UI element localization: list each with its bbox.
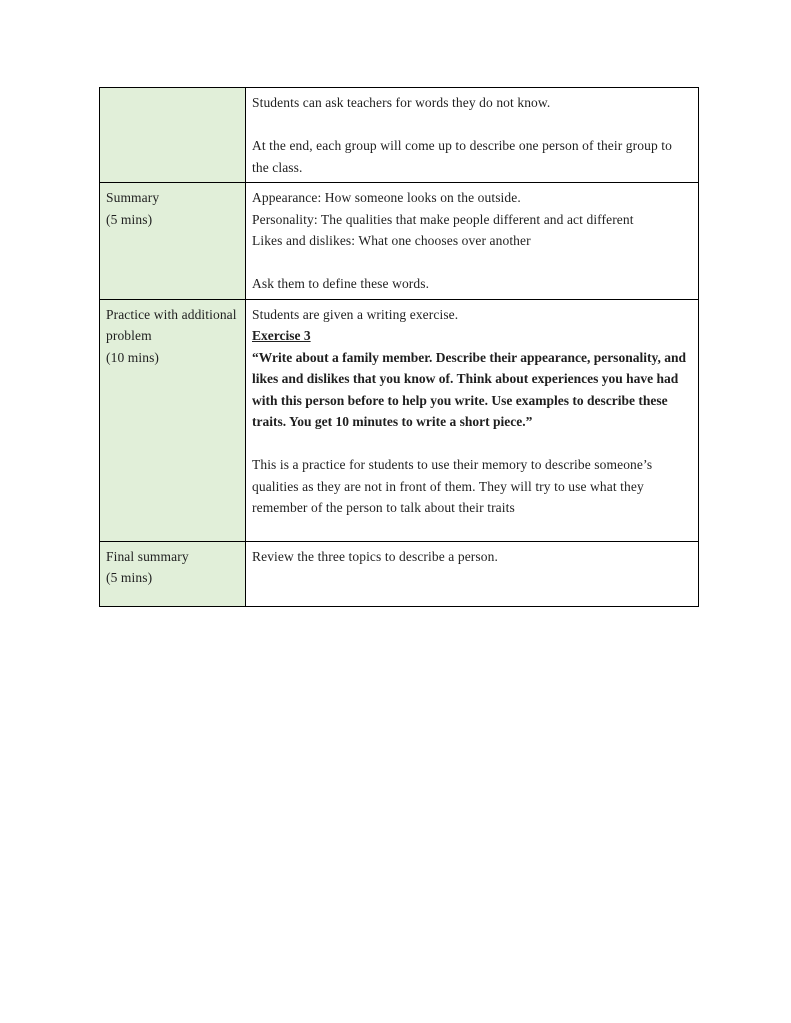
lesson-plan-table [99, 87, 699, 607]
activity-content-cell [246, 541, 699, 606]
blank-line [252, 433, 690, 455]
activity-duration: (5 mins) [106, 211, 153, 227]
blank-line [252, 114, 690, 136]
activity-title: Practice with additional problem [106, 306, 237, 343]
activity-label-cell [100, 541, 246, 606]
blank-line [252, 252, 690, 274]
paragraph: Ask them to define these words. [252, 276, 430, 291]
paragraph: This is a practice for students to use their memory to describe someone’s qualities as they are not in front of them. They will try to use what they remember of the person to talk about their traits [252, 457, 653, 515]
activity-duration: (10 mins) [106, 349, 160, 365]
activity-title: Final summary [106, 548, 189, 564]
paragraph: Likes and dislikes: What one chooses over another [252, 233, 531, 248]
activity-title: Summary [106, 190, 160, 205]
exercise-heading: Exercise 3 [252, 328, 311, 343]
activity-label-cell [100, 299, 246, 541]
activity-duration: (5 mins) [106, 570, 153, 585]
paragraph: Personality: The qualities that make people different and act different [252, 211, 634, 227]
paragraph: Appearance: How someone looks on the outside. [252, 190, 521, 205]
activity-content-cell [246, 299, 699, 541]
table-row [100, 541, 699, 606]
table-row [100, 299, 699, 541]
paragraph: Students are given a writing exercise. [252, 306, 459, 322]
activity-label-cell [100, 183, 246, 300]
activity-content-cell [246, 88, 699, 183]
paragraph: Students can ask teachers for words they do not know. [252, 95, 551, 110]
paragraph: At the end, each group will come up to describe one person of their group to the class. [252, 138, 672, 175]
exercise-prompt: “Write about a family member. Describe their appearance, personality, and likes and dislikes that you know of. Think about experiences you have had with this person before to help you write. Use examples to describe these traits. You get 10 minutes to write a short piece.” [252, 349, 686, 429]
table-row [100, 183, 699, 300]
paragraph: Review the three topics to describe a person. [252, 548, 498, 564]
activity-content-cell [246, 183, 699, 300]
table-row [100, 88, 699, 183]
activity-label-cell [100, 88, 246, 183]
